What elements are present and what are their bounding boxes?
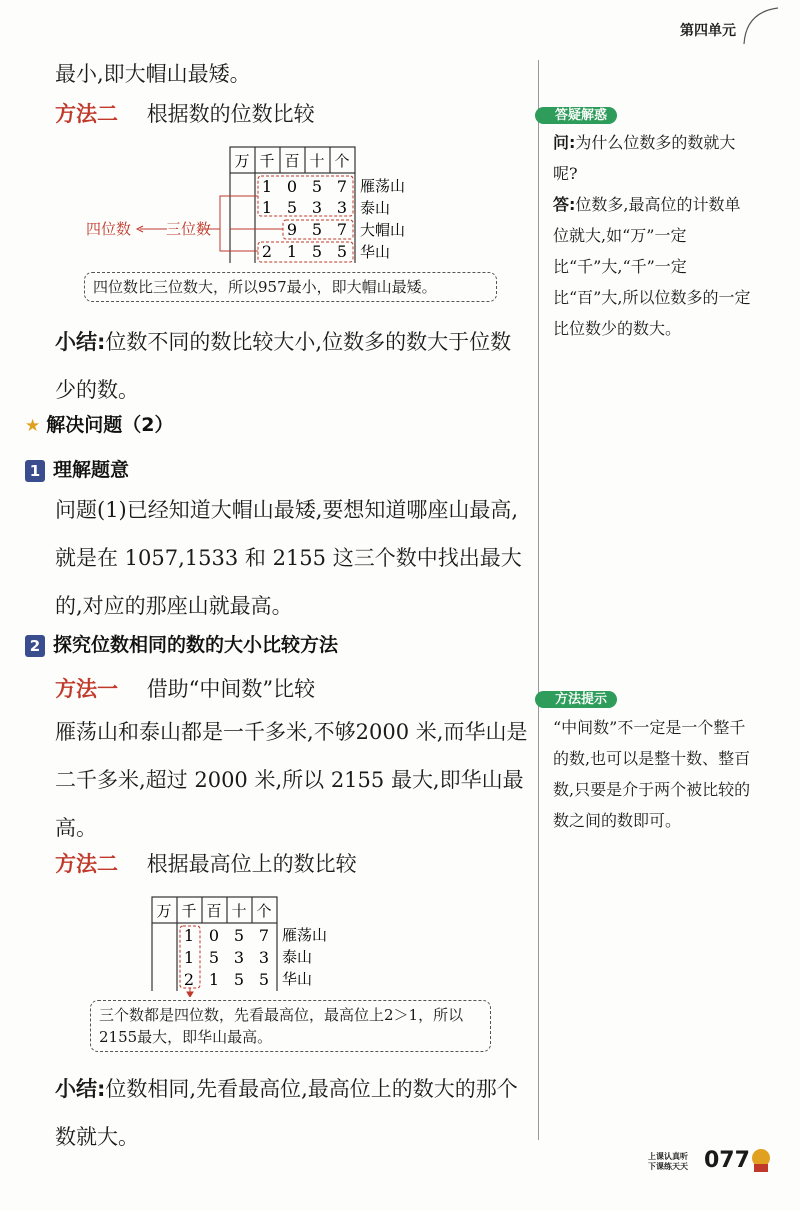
table2-headers [156,902,271,920]
page-corner-curve [742,6,782,46]
table2-digits [184,926,269,989]
t1-r2-d1: 5 [311,220,323,239]
summary-1 [55,318,530,414]
t2-name-0: 雁荡山 [282,926,328,944]
note-2: 三个数都是四位数，先看最高位，最高位上2＞1，所以2155最大，即华山最高。 [90,1000,491,1052]
table2-header-2: 百 [206,902,222,920]
table2-arrow [187,988,193,997]
table1-header-1: 千 [259,152,275,170]
summary-2 [55,1065,530,1161]
step-1-title: 理解题意 [53,459,130,481]
t1-r3-d3: 5 [336,242,348,261]
t1-r0-d0: 1 [261,177,273,196]
table1-mountain-names [360,177,405,261]
method1-label: 方法一 [55,677,118,701]
method1-title: 借助“中间数”比较 [146,677,316,701]
table1-header-2: 百 [284,152,300,170]
t2-r2-d3: 5 [258,970,270,989]
t2-name-1: 泰山 [282,948,313,966]
t2-r0-d0: 1 [183,926,195,945]
t2-r0-d1: 0 [208,926,220,945]
t2-r1-d0: 1 [183,948,195,967]
table2-header-0: 万 [156,902,172,920]
t1-r1-d1: 5 [286,198,298,217]
table2-header-4: 个 [256,902,272,920]
t2-r1-d1: 5 [208,948,220,967]
step-1-text: 问题(1)已经知道大帽山最矮,要想知道哪座山最高,就是在 1057,1533 和 2155 这三个数中找出最大的,对应的那座山就最高。 [55,498,522,618]
place-value-table-2 [140,895,370,997]
star-icon: ★ [25,416,41,436]
summary-2-text: 位数相同,先看最高位,最高位上的数大的那个数就大。 [55,1077,518,1149]
method2b-label: 方法二 [55,852,118,876]
t1-r0-d1: 0 [286,177,298,196]
table1-headers [234,152,349,170]
table2-header-1: 千 [181,902,197,920]
summary-2-label: 小结: [55,1077,106,1101]
qa-tag [535,104,617,123]
t1-r1-d2: 3 [311,198,323,217]
page-number: 077 [704,1148,750,1173]
t1-name-0: 雁荡山 [360,177,406,195]
footer-slogan [648,1152,688,1172]
t2-r2-d0: 2 [183,970,195,989]
method1-heading [55,665,315,713]
step-2-heading [25,630,338,657]
unit-title: 第四单元 [680,23,736,39]
tip-tag [535,688,617,707]
t1-r2-d0: 9 [286,220,298,239]
label-three-digit: 三位数 [166,220,212,238]
column-divider [538,60,539,1140]
t2-r1-d3: 3 [258,948,270,967]
qa-answer-label: 答: [553,195,576,214]
t1-r1-d3: 3 [336,198,348,217]
table1-digits [262,177,347,261]
qa-tag-label: 答疑解惑 [535,107,617,124]
qa-question-text: 为什么位数多的数就大呢? [553,133,736,183]
problem-2-title: 解决问题（2） [46,414,174,436]
t1-r2-d2: 7 [336,220,348,239]
table1-header-0: 万 [234,152,250,170]
t2-r2-d1: 1 [208,970,220,989]
footer-slogan-line2: 下课练天天 [648,1162,688,1171]
t1-name-3: 华山 [360,243,391,261]
label-four-digit: 四位数 [86,220,132,238]
t1-r3-d1: 1 [286,242,298,261]
t2-name-2: 华山 [282,970,313,988]
qa-answer-text: 位数多,最高位的计数单位就大,如“万”一定比“千”大,“千”一定比“百”大,所以位数多的一定比位数少的数大。 [553,195,751,338]
table1-header-4: 个 [334,152,350,170]
t1-r0-d3: 7 [336,177,348,196]
t1-r3-d0: 2 [261,242,273,261]
qa-answer [553,189,753,344]
qa-question-label: 问: [553,133,576,152]
step-1-heading [25,455,129,482]
t1-name-2: 大帽山 [360,221,406,239]
footer-slogan-line1: 上课认真听 [648,1152,688,1161]
table2-mountain-names [282,926,327,988]
t2-r1-d2: 3 [233,948,245,967]
t2-r0-d2: 5 [233,926,245,945]
place-value-table-1 [80,145,440,265]
method2b-heading [55,840,357,888]
method2a-heading [55,90,315,138]
step-2-title: 探究位数相同的数的大小比较方法 [53,634,339,656]
table2-header-3: 十 [231,902,247,920]
tip-tag-label: 方法提示 [535,691,617,708]
method2a-label: 方法二 [55,102,118,126]
summary-1-text: 位数不同的数比较大小,位数多的数大于位数少的数。 [55,330,512,402]
method1-text: 雁荡山和泰山都是一千多米,不够2000 米,而华山是二千多米,超过 2000 米,所以 2155 最大,即华山最高。 [55,720,528,840]
t1-r0-d2: 5 [311,177,323,196]
table1-header-3: 十 [309,152,325,170]
tip-text: “中间数”不一定是一个整千的数,也可以是整十数、整百数,只要是介于两个被比较的数之间的数即可。 [553,718,751,830]
t2-r0-d3: 7 [258,926,270,945]
summary-1-label: 小结: [55,330,106,354]
t1-name-1: 泰山 [360,199,391,217]
method2a-title: 根据数的位数比较 [146,102,315,126]
mascot-icon [748,1144,774,1174]
step-1-badge: 1 [25,460,45,482]
t1-r3-d2: 5 [311,242,323,261]
qa-question [553,127,753,189]
note-1: 四位数比三位数大，所以957最小，即大帽山最矮。 [84,272,497,302]
intro-line: 最小,即大帽山最矮。 [55,62,251,86]
step-2-badge: 2 [25,635,45,657]
method2b-title: 根据最高位上的数比较 [146,852,357,876]
problem-2-heading [25,410,173,437]
t2-r2-d2: 5 [233,970,245,989]
t1-r1-d0: 1 [261,198,273,217]
